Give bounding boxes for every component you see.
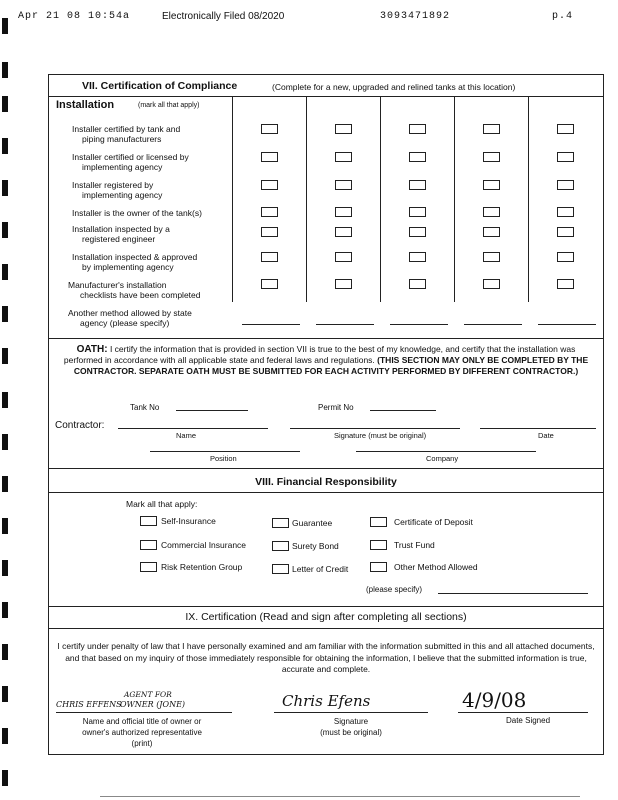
compliance-checkbox[interactable] (483, 180, 500, 190)
section-7-subtitle: (Complete for a new, upgraded and relined tanks at this location) (272, 82, 516, 92)
specify-line[interactable] (242, 324, 300, 325)
guarantee-label: Guarantee (292, 518, 333, 528)
margin-mark (2, 518, 8, 534)
margin-mark (2, 96, 8, 112)
owner-signature-field[interactable] (274, 712, 428, 713)
compliance-row-label: Installer certified or licensed by implementing agency (72, 152, 189, 172)
specify-line[interactable] (538, 324, 596, 325)
company-caption: Company (426, 454, 459, 463)
margin-mark (2, 264, 8, 280)
margin-mark (2, 348, 8, 364)
contractor-date-field[interactable] (480, 428, 596, 429)
handwritten-date: 4/9/08 (462, 688, 527, 712)
letter-of-credit-label: Letter of Credit (292, 564, 349, 574)
compliance-checkbox[interactable] (557, 227, 574, 237)
date-caption: Date (538, 431, 554, 440)
permit-no-field[interactable] (370, 410, 436, 411)
fax-sender: Electronically Filed 08/2020 (162, 11, 285, 22)
compliance-checkbox[interactable] (409, 180, 426, 190)
compliance-row-label: Another method allowed by state agency (please specify) (68, 308, 192, 328)
compliance-checkbox[interactable] (261, 124, 278, 134)
date-signed-caption: Date Signed (505, 716, 551, 725)
surety-bond-checkbox[interactable] (272, 541, 289, 551)
margin-mark (2, 222, 8, 238)
compliance-row-label: Installer certified by tank and piping manufacturers (72, 124, 181, 144)
margin-mark (2, 62, 8, 78)
section-7-title: VII. Certification of Compliance (82, 80, 238, 92)
compliance-checkbox[interactable] (409, 124, 426, 134)
compliance-checkbox[interactable] (409, 227, 426, 237)
compliance-checkbox[interactable] (335, 252, 352, 262)
signature-caption: Signature (must be original) (320, 717, 382, 737)
margin-mark (2, 306, 8, 322)
certification-statement: I certify under penalty of law that I have personally examined and am familiar with the information submitted in this and all attached documents, and that based on my inquiry of those immediately responsible for obtaining the information, I believe that the submitted information is true, accurate and complete. (57, 641, 595, 674)
please-specify-field[interactable] (438, 593, 588, 594)
owner-name-caption: Name and official title of owner or owner's authorized representative (print) (82, 717, 202, 748)
letter-of-credit-checkbox[interactable] (272, 564, 289, 574)
date-signed-field[interactable] (458, 712, 588, 713)
margin-mark (2, 138, 8, 154)
risk-retention-group-checkbox[interactable] (140, 562, 157, 572)
margin-mark (2, 476, 8, 492)
compliance-checkbox[interactable] (335, 180, 352, 190)
compliance-row-label: Installation inspected & approved by implementing agency (72, 252, 198, 272)
fax-number: 3093471892 (380, 11, 451, 22)
signature-caption: Signature (must be original) (334, 431, 427, 440)
compliance-checkbox[interactable] (409, 207, 426, 217)
contractor-name-field[interactable] (118, 428, 268, 429)
section-8-title: VIII. Financial Responsibility (255, 476, 397, 488)
compliance-checkbox[interactable] (409, 152, 426, 162)
contractor-label: Contractor: (55, 420, 105, 431)
margin-mark (2, 770, 8, 786)
oath-statement: OATH: I certify the information that is provided in section VII is true to the best of my knowledge, and certify that the installation was performed in accordance with all applicable state and federal laws and regulations. (THIS SECTION MAY ONLY BE COMPLETED BY THE CONTRACTOR. SEPARATE OATH MUST BE SUBMITTED FOR EACH ACTIVITY PERFORMED BY DIFFERENT CONTRACTOR.) (63, 344, 589, 376)
margin-mark (2, 644, 8, 660)
compliance-row-label: Manufacturer's installation checklists have been completed (68, 280, 201, 300)
compliance-checkbox[interactable] (335, 227, 352, 237)
margin-mark (2, 434, 8, 450)
compliance-row-label: Installer registered by implementing agency (72, 180, 163, 200)
trust-fund-checkbox[interactable] (370, 540, 387, 550)
self-insurance-checkbox[interactable] (140, 516, 157, 526)
tank-no-field[interactable] (176, 410, 248, 411)
compliance-checkbox[interactable] (557, 252, 574, 262)
compliance-checkbox[interactable] (557, 152, 574, 162)
margin-mark (2, 180, 8, 196)
commercial-insurance-label: Commercial Insurance (161, 540, 247, 550)
compliance-checkbox[interactable] (483, 227, 500, 237)
tank-no-label: Tank No (130, 403, 160, 412)
compliance-checkbox[interactable] (557, 207, 574, 217)
compliance-checkbox[interactable] (335, 124, 352, 134)
financial-mark-hint: Mark all that apply: (126, 499, 198, 509)
compliance-row-label: Installer is the owner of the tank(s) (72, 208, 202, 218)
specify-line[interactable] (464, 324, 522, 325)
certificate-of-deposit-checkbox[interactable] (370, 517, 387, 527)
compliance-checkbox[interactable] (335, 152, 352, 162)
margin-mark (2, 602, 8, 618)
trust-fund-label: Trust Fund (394, 540, 435, 550)
other-method-checkbox[interactable] (370, 562, 387, 572)
compliance-checkbox[interactable] (261, 279, 278, 289)
compliance-checkbox[interactable] (557, 180, 574, 190)
margin-mark (2, 18, 8, 34)
contractor-signature-field[interactable] (290, 428, 460, 429)
compliance-checkbox[interactable] (483, 152, 500, 162)
compliance-checkbox[interactable] (483, 252, 500, 262)
compliance-checkbox[interactable] (335, 279, 352, 289)
self-insurance-label: Self-Insurance (161, 516, 216, 526)
compliance-checkbox[interactable] (483, 279, 500, 289)
permit-no-label: Permit No (318, 403, 354, 412)
compliance-checkbox[interactable] (557, 124, 574, 134)
compliance-checkbox[interactable] (261, 252, 278, 262)
margin-mark (2, 392, 8, 408)
compliance-checkbox[interactable] (261, 180, 278, 190)
section-9-title: IX. Certification (Read and sign after completing all sections) (185, 611, 467, 623)
handwritten-owner-name: CHRIS EFFENS (56, 700, 122, 709)
surety-bond-label: Surety Bond (292, 541, 339, 551)
handwritten-title-line2: OWNER (JONE) (120, 700, 186, 709)
handwritten-title-line1: AGENT FOR (124, 690, 172, 699)
compliance-row-label: Installation inspected by a registered engineer (72, 224, 170, 244)
compliance-checkbox[interactable] (261, 152, 278, 162)
bottom-rule (100, 796, 580, 797)
margin-mark (2, 686, 8, 702)
certificate-of-deposit-label: Certificate of Deposit (394, 517, 473, 527)
please-specify-label: (please specify) (366, 585, 423, 594)
compliance-checkbox[interactable] (483, 124, 500, 134)
installation-label: Installation (56, 99, 115, 111)
margin-mark (2, 728, 8, 744)
commercial-insurance-checkbox[interactable] (140, 540, 157, 550)
compliance-checkbox[interactable] (409, 252, 426, 262)
specify-line[interactable] (316, 324, 374, 325)
handwritten-signature: Chris Efens (282, 692, 371, 710)
risk-retention-group-label: Risk Retention Group (161, 562, 243, 572)
position-caption: Position (210, 454, 237, 463)
other-method-label: Other Method Allowed (394, 562, 478, 572)
margin-mark (2, 560, 8, 576)
compliance-checkbox[interactable] (261, 227, 278, 237)
fax-page: p.4 (552, 11, 574, 22)
position-field[interactable] (150, 451, 300, 452)
compliance-checkbox[interactable] (483, 207, 500, 217)
compliance-checkbox[interactable] (409, 279, 426, 289)
specify-line[interactable] (390, 324, 448, 325)
fax-datetime: Apr 21 08 10:54a (18, 11, 131, 22)
compliance-checkbox[interactable] (557, 279, 574, 289)
owner-name-field[interactable] (56, 712, 232, 713)
name-caption: Name (176, 431, 197, 440)
company-field[interactable] (356, 451, 536, 452)
compliance-checkbox[interactable] (261, 207, 278, 217)
compliance-checkbox[interactable] (335, 207, 352, 217)
installation-mark-hint: (mark all that apply) (138, 102, 200, 109)
guarantee-checkbox[interactable] (272, 518, 289, 528)
